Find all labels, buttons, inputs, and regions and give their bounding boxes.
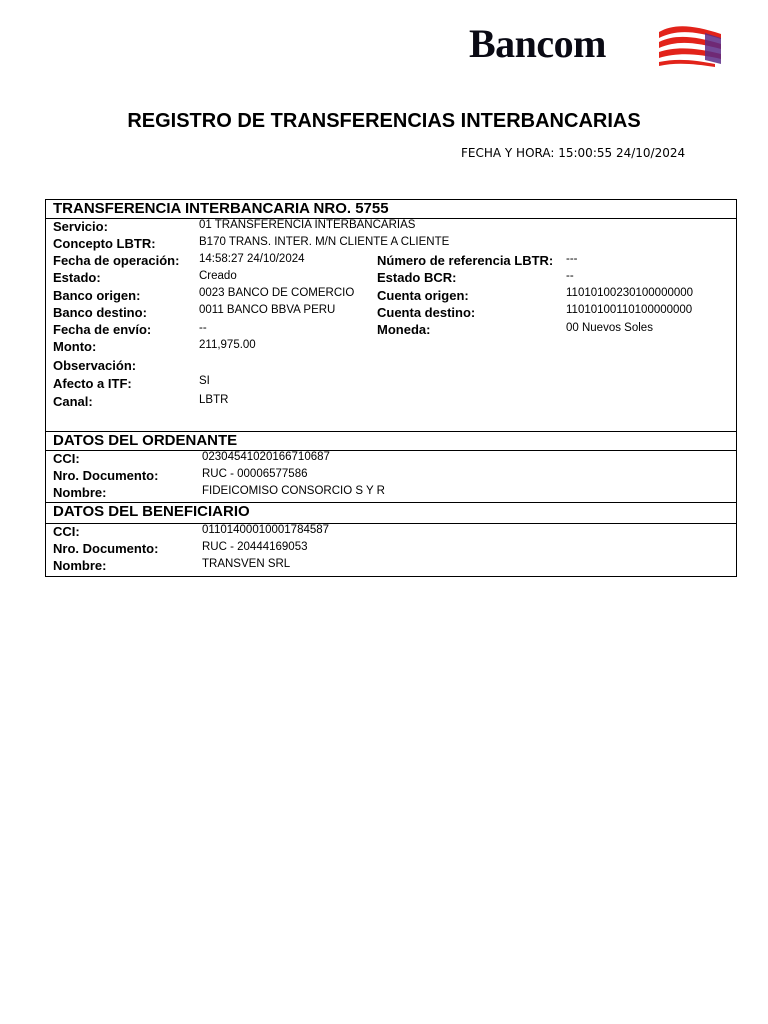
num-referencia-label: Número de referencia LBTR: [377, 253, 554, 268]
cuenta-origen-value: 11010100230100000000 [566, 287, 694, 299]
fecha-envio-label: Fecha de envío: [53, 322, 152, 337]
flag-icon [655, 24, 725, 68]
beneficiario-heading: DATOS DEL BENEFICIARIO [53, 503, 250, 520]
parties-box [45, 431, 737, 577]
cuenta-origen-label: Cuenta origen: [377, 288, 469, 303]
monto-value: 211,975.00 [199, 339, 256, 351]
estado-value: Creado [199, 270, 237, 282]
beneficiario-doc-label: Nro. Documento: [53, 541, 159, 556]
estado-label: Estado: [53, 270, 101, 285]
estado-bcr-label: Estado BCR: [377, 270, 457, 285]
ordenante-nombre-label: Nombre: [53, 485, 107, 500]
banco-origen-value: 0023 BANCO DE COMERCIO [199, 287, 355, 299]
logo-wordmark: Bancom [469, 21, 606, 66]
beneficiario-nombre-value: TRANSVEN SRL [202, 558, 291, 570]
beneficiario-nombre-label: Nombre: [53, 558, 107, 573]
concepto-label: Concepto LBTR: [53, 236, 156, 251]
bancom-logo [469, 21, 729, 68]
transfer-details-box [45, 199, 737, 432]
moneda-label: Moneda: [377, 322, 431, 337]
estado-bcr-value: -- [566, 270, 574, 282]
itf-value: SI [199, 375, 210, 387]
canal-value: LBTR [199, 394, 229, 406]
ordenante-nombre-value: FIDEICOMISO CONSORCIO S Y R [202, 485, 385, 497]
itf-label: Afecto a ITF: [53, 376, 132, 391]
beneficiario-cci-value: 01101400010001784587 [202, 524, 330, 536]
ordenante-cci-label: CCI: [53, 451, 80, 466]
beneficiario-doc-value: RUC - 20444169053 [202, 541, 308, 553]
banco-destino-value: 0011 BANCO BBVA PERU [199, 304, 336, 316]
divider [46, 523, 736, 524]
observacion-label: Observación: [53, 358, 137, 373]
ordenante-heading: DATOS DEL ORDENANTE [53, 432, 238, 449]
banco-origen-label: Banco origen: [53, 288, 141, 303]
servicio-value: 01 TRANSFERENCIA INTERBANCARIAS [199, 219, 416, 231]
datetime-stamp: FECHA Y HORA: 15:00:55 24/10/2024 [461, 146, 686, 160]
ordenante-doc-value: RUC - 00006577586 [202, 468, 308, 480]
cuenta-destino-value: 11010100110100000000 [566, 304, 693, 316]
fecha-envio-value: -- [199, 322, 207, 334]
fecha-operacion-value: 14:58:27 24/10/2024 [199, 253, 305, 265]
divider [46, 450, 736, 451]
banco-destino-label: Banco destino: [53, 305, 147, 320]
page-title: REGISTRO DE TRANSFERENCIAS INTERBANCARIAS [127, 110, 641, 132]
transfer-heading: TRANSFERENCIA INTERBANCARIA NRO. 5755 [53, 200, 389, 217]
servicio-label: Servicio: [53, 219, 108, 234]
canal-label: Canal: [53, 394, 93, 409]
concepto-value: B170 TRANS. INTER. M/N CLIENTE A CLIENTE [199, 236, 450, 248]
fecha-operacion-label: Fecha de operación: [53, 253, 180, 268]
ordenante-doc-label: Nro. Documento: [53, 468, 159, 483]
monto-label: Monto: [53, 339, 97, 354]
cuenta-destino-label: Cuenta destino: [377, 305, 476, 320]
beneficiario-cci-label: CCI: [53, 524, 80, 539]
ordenante-cci-value: 02304541020166710687 [202, 451, 330, 463]
moneda-value: 00 Nuevos Soles [566, 322, 653, 334]
num-referencia-value: --- [566, 253, 578, 265]
